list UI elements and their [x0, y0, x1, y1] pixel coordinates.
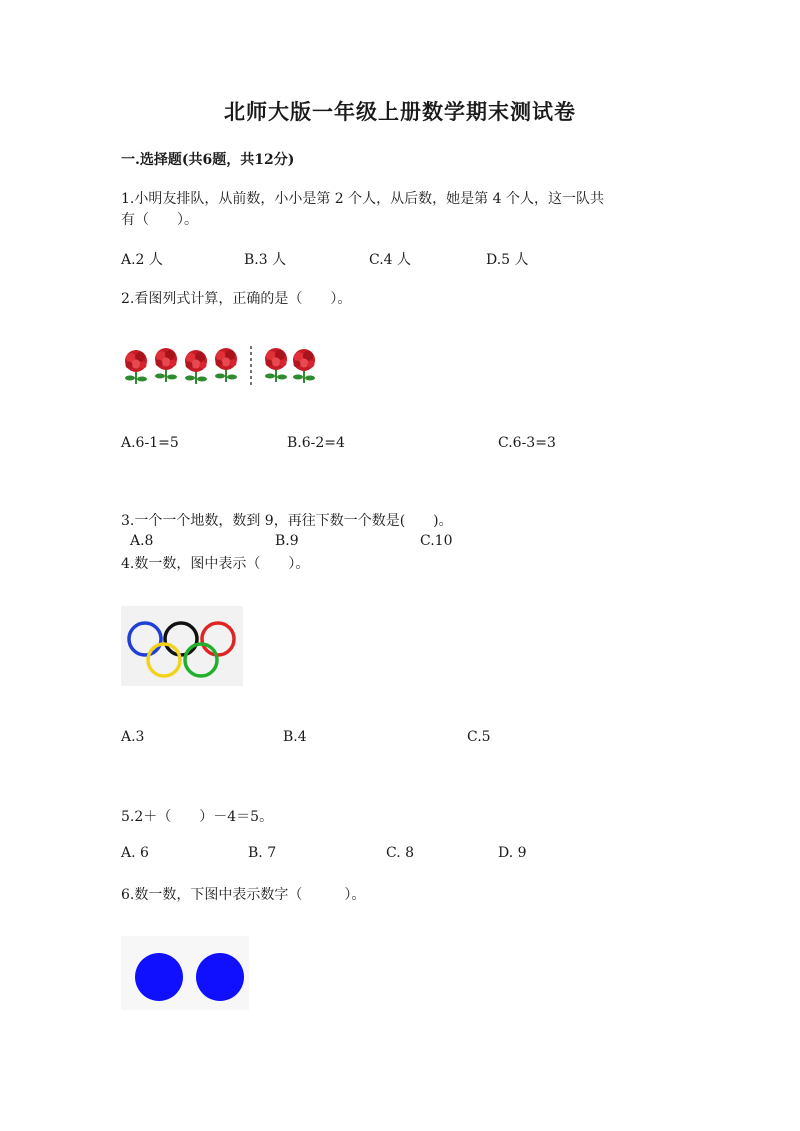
- section-heading: 一.选择题(共6题，共12分): [121, 152, 295, 168]
- question-5-stem: 5.2＋（ ）－4＝5。: [121, 809, 274, 825]
- question-4-stem: 4.数一数，图中表示（ ）。: [121, 556, 310, 572]
- rose-icon: [155, 348, 177, 382]
- ring-green-icon: [185, 644, 217, 676]
- question-1-stem-line2: 有（ ）。: [121, 212, 198, 228]
- roses-figure: [121, 344, 327, 388]
- question-5-option-d[interactable]: D. 9: [498, 845, 527, 861]
- question-2-option-c[interactable]: C.6-3=3: [498, 435, 556, 451]
- rose-icon: [185, 350, 207, 384]
- blue-dots-image: [121, 936, 249, 1010]
- ring-black-icon: [165, 623, 197, 655]
- question-5-option-b[interactable]: B. 7: [248, 845, 277, 861]
- question-4-option-c[interactable]: C.5: [467, 729, 491, 745]
- rose-icon: [265, 348, 287, 382]
- rose-icon: [215, 348, 237, 382]
- olympic-rings-image: [121, 606, 243, 686]
- page-title: 北师大版一年级上册数学期末测试卷: [224, 99, 576, 124]
- question-5-option-c[interactable]: C. 8: [386, 845, 415, 861]
- question-3-option-b[interactable]: B.9: [275, 533, 299, 549]
- question-2-option-b[interactable]: B.6-2=4: [287, 435, 345, 451]
- question-2-stem: 2.看图列式计算，正确的是（ ）。: [121, 291, 352, 307]
- ring-red-icon: [202, 623, 234, 655]
- roses-image: [121, 344, 327, 388]
- question-3-option-a[interactable]: A.8: [130, 533, 154, 549]
- question-5-option-a[interactable]: A. 6: [121, 845, 149, 861]
- ring-blue-icon: [129, 623, 161, 655]
- blue-dot-icon: [135, 953, 183, 1001]
- rose-icon: [125, 350, 147, 384]
- question-3-option-c[interactable]: C.10: [420, 533, 453, 549]
- question-1-option-d[interactable]: D.5 人: [486, 252, 529, 268]
- question-1-stem-line1: 1.小明友排队，从前数，小小是第 2 个人，从后数，她是第 4 个人，这一队共: [121, 191, 604, 207]
- question-4-option-b[interactable]: B.4: [283, 729, 307, 745]
- question-4-option-a[interactable]: A.3: [121, 729, 145, 745]
- question-1-option-c[interactable]: C.4 人: [369, 252, 412, 268]
- rose-icon: [293, 349, 315, 383]
- question-1-option-b[interactable]: B.3 人: [244, 252, 287, 268]
- ring-yellow-icon: [148, 644, 180, 676]
- blue-dots-figure: [121, 936, 249, 1010]
- olympic-rings-figure: [121, 606, 243, 686]
- blue-dot-icon: [196, 953, 244, 1001]
- question-2-option-a[interactable]: A.6-1=5: [121, 435, 179, 451]
- question-6-stem: 6.数一数，下图中表示数字（ ）。: [121, 887, 366, 903]
- question-1-option-a[interactable]: A.2 人: [121, 252, 163, 268]
- question-3-stem: 3.一个一个地数，数到 9，再往下数一个数是( )。: [121, 513, 453, 529]
